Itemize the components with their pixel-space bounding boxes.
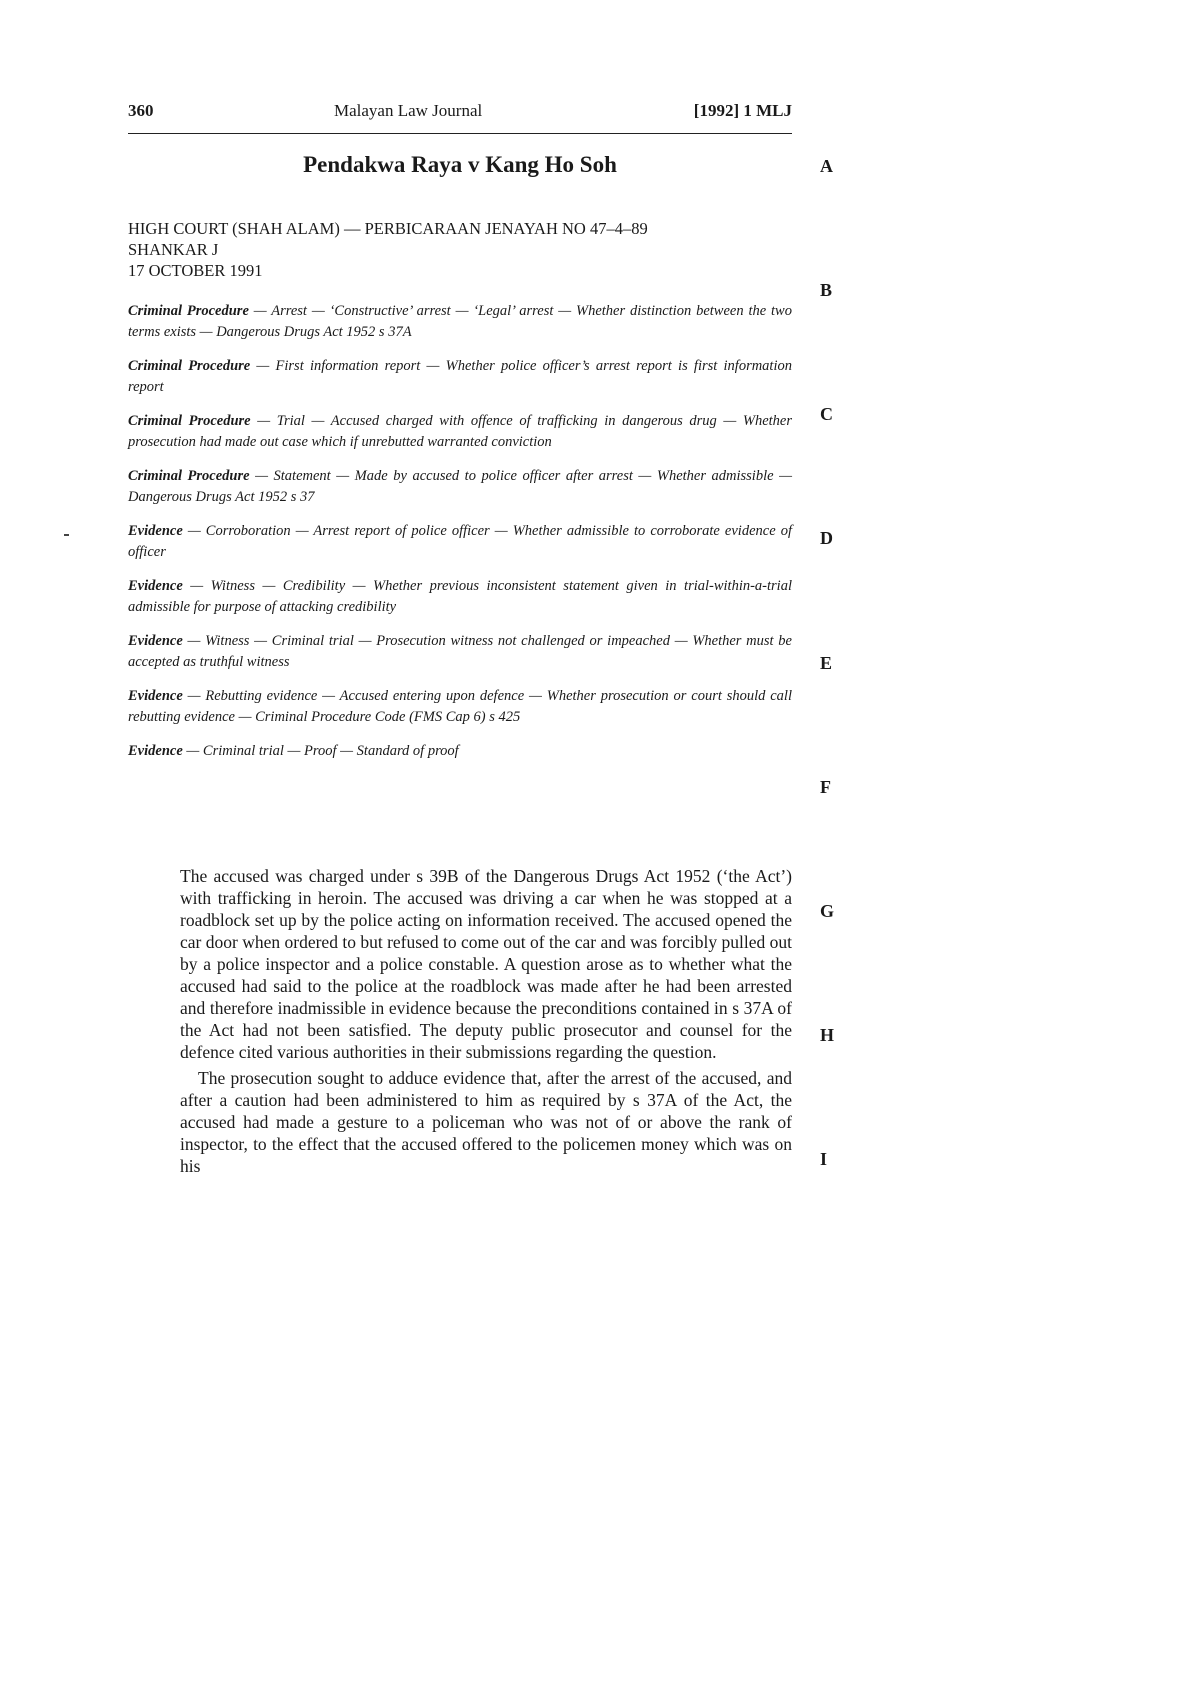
case-title: Pendakwa Raya v Kang Ho Soh [303, 152, 617, 177]
headnote-paragraph: The accused was charged under s 39B of the Dangerous Drugs Act 1952 (‘the Act’) with trafficking in heroin. The accused was driving a car when he was stopped at a roadblock set up by the police acting on information received. The accused opened the car door when ordered to but refused to come out of the car and was forcibly pulled out by a police inspector and a police constable. A question arose as to whether what the accused had said to the police at the roadblock was made after he had been arrested and therefore inadmissible in evidence because the preconditions contained in s 37A of the Act had not been satisfied. The deputy public prosecutor and counsel for the defence cited various authorities in their submissions regarding the question. [180, 866, 792, 1062]
catchword [128, 686, 792, 727]
margin-letter-a: A [820, 156, 833, 176]
headnote [180, 865, 792, 1177]
catchword-category: Criminal Procedure [128, 303, 249, 319]
date-line: 17 OCTOBER 1991 [128, 261, 263, 280]
catchword-category: Evidence [128, 688, 183, 704]
catchword [128, 521, 792, 562]
catchword [128, 576, 792, 617]
report-citation: [1992] 1 MLJ [693, 101, 792, 120]
catchword [128, 411, 792, 452]
catchword-text: — Arrest — ‘Constructive’ arrest — ‘Legal’ arrest — Whether distinction between the two terms exists — Dangerous Drugs Act 1952 s 37A [128, 303, 792, 340]
catchword-text: — Statement — Made by accused to police officer after arrest — Whether admissible — Dangerous Drugs Act 1952 s 37 [128, 468, 792, 505]
court-line: HIGH COURT (SHAH ALAM) — PERBICARAAN JENAYAH NO 47–4–89 [128, 219, 648, 238]
catchword-text: — Corroboration — Arrest report of police officer — Whether admissible to corroborate evidence of officer [128, 523, 792, 560]
catchword-category: Criminal Procedure [128, 413, 251, 429]
catchword [128, 466, 792, 507]
header-rule [128, 133, 792, 134]
catchword [128, 741, 792, 762]
catchword-text: — Trial — Accused charged with offence of trafficking in dangerous drug — Whether prosecution had made out case which if unrebutted warranted conviction [128, 413, 793, 450]
margin-letter-e: E [820, 653, 833, 673]
margin-letter-i: I [820, 1149, 828, 1169]
catchword-category: Evidence [128, 523, 183, 539]
catchword-category: Criminal Procedure [128, 358, 251, 374]
catchword-category: Evidence [128, 578, 183, 594]
catchword-text: — Rebutting evidence — Accused entering upon defence — Whether prosecution or court should call rebutting evidence — Criminal Procedure Code (FMS Cap 6) s 425 [128, 688, 792, 725]
catchword-category: Evidence [128, 633, 183, 649]
court-info [128, 218, 792, 281]
margin-letter-f: F [820, 777, 831, 797]
journal-name: Malayan Law Journal [334, 101, 483, 120]
page-number: 360 [128, 101, 154, 120]
catchword-text: — Witness — Credibility — Whether previous inconsistent statement given in trial-within-a-trial admissible for purpose of attacking credibility [128, 578, 792, 615]
catchword-text: — First information report — Whether police officer’s arrest report is first information report [128, 358, 792, 395]
catchwords [128, 301, 792, 776]
judge-line: SHANKAR J [128, 240, 219, 259]
catchword [128, 631, 792, 672]
margin-letter-b: B [820, 280, 833, 300]
catchword [128, 301, 792, 342]
catchword-category: Evidence [128, 743, 183, 759]
catchword-text: — Witness — Criminal trial — Prosecution witness not challenged or impeached — Whether must be accepted as truthful witness [128, 633, 792, 670]
scan-mark [64, 534, 69, 536]
catchword-text: — Criminal trial — Proof — Standard of proof [182, 743, 459, 759]
catchword [128, 356, 792, 397]
margin-letter-g: G [820, 901, 835, 921]
margin-letter-h: H [820, 1025, 835, 1045]
margin-letter-c: C [820, 404, 833, 424]
catchword-category: Criminal Procedure [128, 468, 250, 484]
headnote-paragraph: The prosecution sought to adduce evidence that, after the arrest of the accused, and after a caution had been administered to him as required by s 37A of the Act, the accused had made a gesture to a policeman who was not of or above the rank of inspector, to the effect that the accused offered to the policemen money which was on his [180, 1068, 792, 1176]
margin-letter-d: D [820, 528, 833, 548]
